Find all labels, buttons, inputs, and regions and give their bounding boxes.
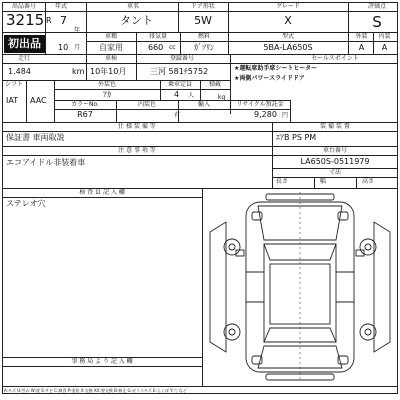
colorno-label: カラーNo. xyxy=(71,101,99,108)
ext-label: 外装 xyxy=(355,33,368,40)
notes-label: 注 意 事 項 等 xyxy=(118,147,156,154)
fuel-value: ｶﾞｿﾘﾝ xyxy=(194,43,214,52)
doors-label: ドア形状 xyxy=(191,3,215,10)
damage-legend: A:キズ U:凹み W:波 S:サビ C:腐食 P:塗装 X:交換 XX:要交換 B:修正 G:ガラスキズ E:えくぼ Y:穴 など xyxy=(4,388,187,393)
intcolor-label: 内装色 xyxy=(137,101,156,108)
color-label: 外装色 xyxy=(97,81,116,88)
dims-height: 高さ xyxy=(362,178,375,185)
engine-cc-unit: cc xyxy=(169,44,176,51)
sales-points-label: セールスポイント xyxy=(311,55,359,62)
car-rear-glass xyxy=(264,328,336,342)
color-value: ｱｶ xyxy=(103,90,111,99)
import-label: 輸入 xyxy=(197,101,210,108)
plate-value: 三河 581ﾁ5752 xyxy=(150,67,209,76)
sales-point-2: ★両側パワースライドドア xyxy=(234,75,305,82)
yes-marker: 有 xyxy=(174,112,181,119)
inspector-label: 検 査 員 記 入 欄 xyxy=(79,189,125,196)
capacity-label: 乗車定員 xyxy=(167,81,192,88)
recycle-value: 9,280 xyxy=(254,110,277,119)
name-label: 車名 xyxy=(126,3,139,10)
month-value: 10 xyxy=(58,43,69,52)
model-value: 5BA-LA650S xyxy=(263,43,313,52)
chassis-label: 車台番号 xyxy=(322,147,347,154)
car-name: タント xyxy=(120,14,153,27)
car-type: 自家用 xyxy=(99,43,123,52)
type-label: 車種 xyxy=(104,33,117,40)
door-shape: 5W xyxy=(194,14,212,27)
ext-grade: A xyxy=(358,43,365,52)
year-suffix: 年 xyxy=(74,27,81,34)
grade-label: グレード xyxy=(275,3,300,10)
sales-point-1: ★運転席助手席シートヒーター xyxy=(234,65,318,72)
int-label: 内装 xyxy=(378,33,391,40)
extra-equipment-label: 装 備 装 置 xyxy=(320,123,350,130)
notes-text: エコアイドル非装着車 xyxy=(6,158,86,167)
recycle-unit: 円 xyxy=(282,112,289,119)
shift-value: IAT xyxy=(6,96,19,105)
load-label: 積載 xyxy=(208,81,221,88)
inspection-value: 10年10月 xyxy=(90,67,127,76)
colorno-value: R67 xyxy=(77,110,93,119)
year-label: 年式 xyxy=(54,3,67,10)
mileage-value: 1.484 xyxy=(8,67,31,76)
year-value: 7 xyxy=(60,14,67,27)
shift-label: シフト xyxy=(4,81,23,88)
inspector-text: ステレオ穴 xyxy=(6,199,46,208)
first-listing-badge: 初出品 xyxy=(4,35,45,53)
equipment-label: 仕 様 装 備 等 xyxy=(118,123,156,130)
auction-sheet xyxy=(2,2,398,398)
ac-value: AAC xyxy=(30,96,47,105)
office-label: 事 務 局 よ り 記 入 欄 xyxy=(71,358,133,365)
capacity-value: 4 xyxy=(174,90,180,99)
capacity-unit: 人 xyxy=(188,92,195,99)
equipment-text: 保証書 車両取説 xyxy=(6,133,65,142)
model-label: 型式 xyxy=(281,33,294,40)
engine-cc: 660 xyxy=(148,43,164,52)
score-label: 評価点 xyxy=(367,3,386,10)
dims-length: 長さ xyxy=(276,178,289,185)
dims-label: 寸法 xyxy=(328,169,341,176)
plate-label: 登録番号 xyxy=(169,55,194,62)
cc-label: 排気量 xyxy=(148,33,167,40)
fuel-label: 燃料 xyxy=(197,33,210,40)
car-damage-diagram xyxy=(206,192,394,382)
load-unit: kg xyxy=(218,94,226,101)
chassis-number: LA650S-0511979 xyxy=(300,157,370,166)
year-era: R xyxy=(46,16,52,25)
mileage-label: 走行 xyxy=(17,55,30,62)
score-value: S xyxy=(372,13,382,31)
recycle-label: リサイクル預託金 xyxy=(236,101,284,108)
mileage-unit: km xyxy=(72,67,85,76)
month-suffix: 月 xyxy=(74,44,81,51)
dims-width: 幅 xyxy=(320,178,327,185)
extra-equipment-text: ｴｱB PS PM xyxy=(276,133,317,142)
inspection-label: 車検 xyxy=(104,55,117,62)
int-grade: A xyxy=(381,43,388,52)
lot-label: 出品番号 xyxy=(11,3,36,10)
lot-number: 3215 xyxy=(6,11,45,29)
grade-value: X xyxy=(284,14,292,27)
